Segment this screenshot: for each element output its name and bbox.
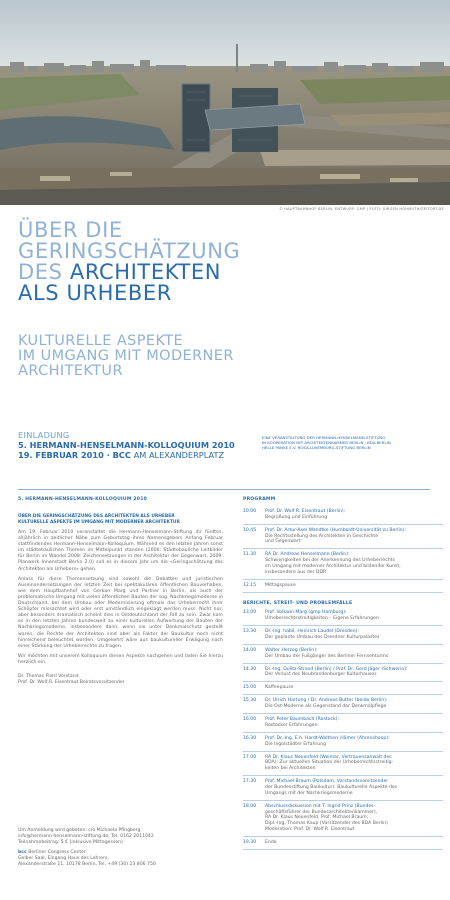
program-time: 19.30 (243, 839, 257, 845)
organizers-line-2: IN KOOPERATION MIT ARCHITEKTENKAMMER BERLIN · BDA BERLIN (262, 440, 391, 446)
program-divider (243, 836, 443, 837)
organizers-line-1: EINE VERANSTALTUNG DER HERMANN-HENSELMANN-STIFTUNG (262, 435, 386, 440)
program-item (243, 528, 443, 545)
program-time: 16.30 (243, 735, 257, 741)
berlin-hauptbahnhof-aerial-image (0, 0, 450, 205)
headline-des: DES (18, 260, 70, 284)
program-line: Prof. Volkwin Marg (gmp Hamburg): (265, 610, 347, 616)
program-item (243, 840, 443, 846)
program-line: Prof. Dr. Artur-Axel Wandtke (Humboldt-Universität zu Berlin): (265, 527, 407, 533)
program-part-2 (243, 610, 443, 849)
intro-title: ÜBER DIE GERINGSCHÄTZUNG DES ARCHITEKTEN ALS URHEBER KULTURELLE ASPEKTE IM UMGANG MIT MODERNER ARCHITEKTUR (18, 514, 180, 525)
intro-paragraph-3: Wir möchten mit unserem Kolloquium diesen Aspekte nachgehen und laden Sie hierzu herzlich ein. (18, 653, 223, 665)
program-time: 13.00 (243, 610, 257, 616)
intro-paragraph-2: Anlass für diese Themensetzung sind sowohl die Debatten und juristischen Auseinandersetzungen der letzten Zeit bei spektakulären öffentlichen Bauvorhaben, wie dem Hauptbahnhof von Gerkan Marg und Partner in Berlin, als auch der problematische Umgang mit vielen öffentlichen Bauten der sog. Nachkriegsmoderne in Deutschland, bei dem Umbau oder Modernisierung oftmals das Urheberrecht ihrer Schöpfer missachtet wird oder erst umständlich eingeklagt werden muss. Nicht nur, aber besonders dramatisch scheint dies in Ostdeutschland der Fall zu sein. Zwar kam es in den letzten Jahren bundesweit zu einer kulturellen Aufwertung der Bauten der Nachkriegsmoderne, insbesondere dann, wenn sie unter Denkmalschutz gestellt waren, die Rechte der Architekten sind aber als Faktor der Baukultur noch nicht hinreichend beleuchtet worden. Umgekehrt wäre aus baukultureller Erwägung nach einer Stärkung der Urheberrechte zu fragen. (18, 576, 223, 649)
headline-line-1: ÜBER DIE (18, 218, 123, 242)
program-item (243, 779, 443, 796)
program-item (243, 755, 443, 772)
program-item (243, 610, 443, 622)
headline-architekten: ARCHITEKTEN (69, 260, 222, 284)
program-divider (243, 681, 443, 682)
headline-line-4: ALS URHEBER (18, 281, 172, 305)
subtitle-line-1: KULTURELLE ASPEKTE (18, 333, 184, 349)
program-line: Begrüßung und Einführung (265, 514, 328, 520)
program-line: Walter Herzog (Berlin): (265, 647, 318, 653)
program-divider (243, 625, 443, 626)
subtitle-line-2: IM UMGANG MIT MODERNER (18, 348, 234, 364)
registration-info: Um Anmeldung wird gebeten: c/o Michaela Pfingberg info@hermann-henselmann-stiftung.de, Tel. 0162 2011042 Teilnahmebeitrag: 5 € (inklusive Mittagessen) bcc Berliner Congress Center Gelber Saal, Eingang Haus des Lehrers, Alexanderstraße 11, 10178 Berlin, Tel. +49 (30) 23 806 750 (18, 828, 223, 869)
program-description (265, 610, 443, 622)
program-divider (243, 548, 443, 549)
program-divider (243, 663, 443, 664)
program-line: keiten bei Architekten (265, 766, 316, 772)
program-line: Umgangs mit der Nachkriegsmoderne (265, 790, 353, 796)
program-divider (243, 800, 443, 801)
program-divider (243, 732, 443, 733)
program-divider (243, 713, 443, 714)
program-description (265, 736, 443, 748)
venue: bcc Berliner Congress Center (18, 850, 86, 856)
program-divider (243, 694, 443, 695)
headline-line-3 (18, 262, 438, 283)
program-column (243, 497, 443, 849)
program-description (265, 755, 443, 772)
program-line: RA Dr. Klaus Neuenfeld (Weimar, Vertrauensanwalt des (265, 754, 392, 760)
program-divider (243, 524, 443, 525)
organizers (262, 435, 442, 451)
program-description (265, 528, 443, 545)
program-description (265, 698, 443, 710)
program-line: RA Dr. Andreas Henselmann (Berlin): (265, 552, 350, 558)
program-description (265, 629, 443, 641)
program-line: Dr.-Ing. habil. Heinrich Laudel (Dresden): (265, 629, 359, 635)
program-time: 16.00 (243, 717, 257, 723)
program-item (243, 552, 443, 575)
intro-body (18, 530, 223, 666)
program-item (243, 667, 443, 679)
program-section-2-heading: BERICHTE, STREIT- UND PROBLEMFÄLLE (243, 601, 353, 607)
program-line: Die Ost-Moderne als Gegenstand der Denkmalpflege (265, 704, 387, 710)
program-line: Urheberrechtsstreitigkeiten – Eigene Erfahrungen (265, 616, 379, 622)
program-item (243, 629, 443, 641)
intro-section-heading: 5. HERMANN-HENSELMANN-KOLLOQUIUM 2010 (18, 497, 147, 502)
program-part-1 (243, 509, 443, 592)
program-line: Moderation: Prof. Dr. Wolf R. Eisentraut (265, 826, 355, 832)
program-line: und Gegenwart (265, 539, 301, 545)
program-line: geschäftsführer der Bundesarchitektenkammer), (265, 809, 378, 815)
program-description (265, 717, 443, 729)
header-photo (0, 0, 450, 205)
program-time: 17.30 (243, 779, 257, 785)
program-description (265, 804, 443, 833)
program-divider (243, 751, 443, 752)
program-item (243, 583, 443, 589)
program-divider (243, 775, 443, 776)
program-divider (243, 579, 443, 580)
program-description (265, 667, 443, 679)
intro-column (18, 497, 223, 686)
invitation-date-venue: 19. FEBRUAR 2010 · BCC AM ALEXANDERPLATZ (18, 450, 225, 460)
program-item (243, 698, 443, 710)
program-divider (243, 644, 443, 645)
program-item (243, 685, 443, 691)
subtitle (18, 334, 438, 379)
program-description (265, 552, 443, 575)
program-line: Mittagspause (265, 582, 296, 588)
signature-2: Prof. Dr. Wolf R. Eisentraut Beiratsvorsitzender (18, 680, 125, 686)
invitation-label: EINLADUNG (18, 430, 70, 440)
program-line: Dr.-Ing. Dulitz-Strand (Berlin) / Prof. Dr. Gerd Jäger (Schwerin): (265, 666, 408, 672)
program-time: 15.00 (243, 685, 257, 691)
program-line: Abschlussdiskussion mit T. Ingrid Prinz (Bundes- (265, 803, 376, 809)
program-time: 17.00 (243, 754, 257, 760)
program-line: Die Rechtsstellung des Architekten in Geschichte (265, 533, 379, 539)
program-time: 11.30 (243, 552, 257, 558)
headline-line-2: GERINGSCHÄTZUNG (18, 239, 241, 263)
program-line: Prof. Michael Braum (Potsdam, Vorstandsvorsitzender (265, 779, 389, 785)
program-line: Prof. Dr. Wolf R. Eisentraut (Berlin): (265, 509, 346, 514)
program-line: insbesondere aus der DDR (265, 569, 327, 575)
program-line: Die Ingolstädter Erfahrung (265, 741, 327, 747)
program-line: Der Umbau der Fußgänger des Berliner Fernsehturms (265, 653, 389, 659)
invitation (18, 430, 235, 460)
organizers-line-3: HELLE PANKE E.V. ROSA-LUXEMBURG-STIFTUNG BERLIN (262, 445, 371, 451)
program-description (265, 509, 443, 521)
program-divider (243, 592, 443, 593)
program-item (243, 736, 443, 748)
subtitle-line-3: ARCHITEKTUR (18, 363, 123, 379)
program-line: RA Dr. Klaus Neuenfeld, Prof. Michael Braum; (265, 815, 369, 821)
signatures (18, 674, 223, 686)
program-description (265, 685, 443, 691)
program-description (265, 583, 443, 589)
program-line: Kaffeepause (265, 685, 294, 691)
program-time: 13.30 (243, 629, 257, 635)
program-description (265, 648, 443, 660)
program-line: Prof. Peter Baumbach (Rostock): (265, 717, 339, 723)
invitation-event: 5. HERMANN-HENSELMANN-KOLLOQUIUM 2010 (18, 440, 235, 450)
program-time: 15.30 (243, 698, 257, 704)
photo-credit: © HAUPTBAHNHOF BERLIN, ENTWURF: GMP | FOTO: JÜRGEN HOHMUTH/ZEITORT.DE (279, 207, 444, 211)
program-line: Dr. Ulrich Hartung / Dr. Andreas Butter (beide Berlin): (265, 698, 388, 704)
program-line: Rostocker Erfahrungen (265, 722, 318, 728)
program-line: Ende (265, 839, 277, 845)
program-divider (243, 849, 443, 850)
program-time: 18.00 (243, 803, 257, 809)
intro-paragraph-1: Am 19. Februar 2010 veranstaltet die Hermann-Henselmann-Stiftung ihr fünftes, alljährlich in zeitlicher Nähe zum Geburtstag ihres Namensgebers Anfang Februar stattfindendes Hermann-Henselmann-Kolloquium. Während es den letzten Jahren sonst im städtebaulichen Themen im Mittelpunkt standen (2006: Städtebauliche Leitbilder für Berlin im Wandel 2008: Zeichensetzungen in der Architektur der Gegenwart, 2009: Planwerk Innenstadt Berlin 2.0) soll es in diesem Jahr um die «Geringschätzung des Architekten als Urhebers» gehen. (18, 530, 223, 572)
contact-email-phone[interactable]: info@hermann-henselmann-stiftung.de, Tel. 0162 2011042 (18, 834, 154, 840)
program-item (243, 804, 443, 833)
program-line: BDA): Zur aktuellen Situation der Urheberrechtsstreitig- (265, 760, 394, 766)
program-line: Prof. Dr.-Ing. E.h. Hardt-Waltherr Hämer (Ahrenshoop): (265, 735, 390, 741)
program-item (243, 509, 443, 521)
program-line: der Bundesstiftung Baukultur): Baukulturelle Aspekte des (265, 784, 398, 790)
program-time: 10.45 (243, 527, 257, 533)
program-description (265, 779, 443, 796)
program-line: Der Verlust des Neubrandenburger Kulturhauses (265, 672, 377, 678)
program-item (243, 717, 443, 729)
program-line: Der geplante Umbau des Dresdner Kulturpalastes (265, 634, 380, 640)
program-line: im Umgang mit moderner Architektur und bildender Kunst, (265, 563, 401, 569)
signature-1: Dr. Thomas Flierl Vorstand (18, 673, 79, 679)
divider (18, 489, 430, 490)
program-time: 14.00 (243, 647, 257, 653)
program-time: 10.00 (243, 509, 257, 514)
program-time: 14.30 (243, 666, 257, 672)
program-heading: PROGRAMM (243, 497, 276, 502)
program-item (243, 648, 443, 660)
program-time: 12.15 (243, 582, 257, 588)
program-line: Dipl.-Ing. Thomas Kaup (Vorsitzender des BDA Berlin) (265, 821, 388, 827)
program-description (265, 840, 443, 846)
headline (18, 220, 438, 304)
program-line: Schwierigkeiten bei der Anerkennung des Urheberrechts (265, 558, 395, 564)
